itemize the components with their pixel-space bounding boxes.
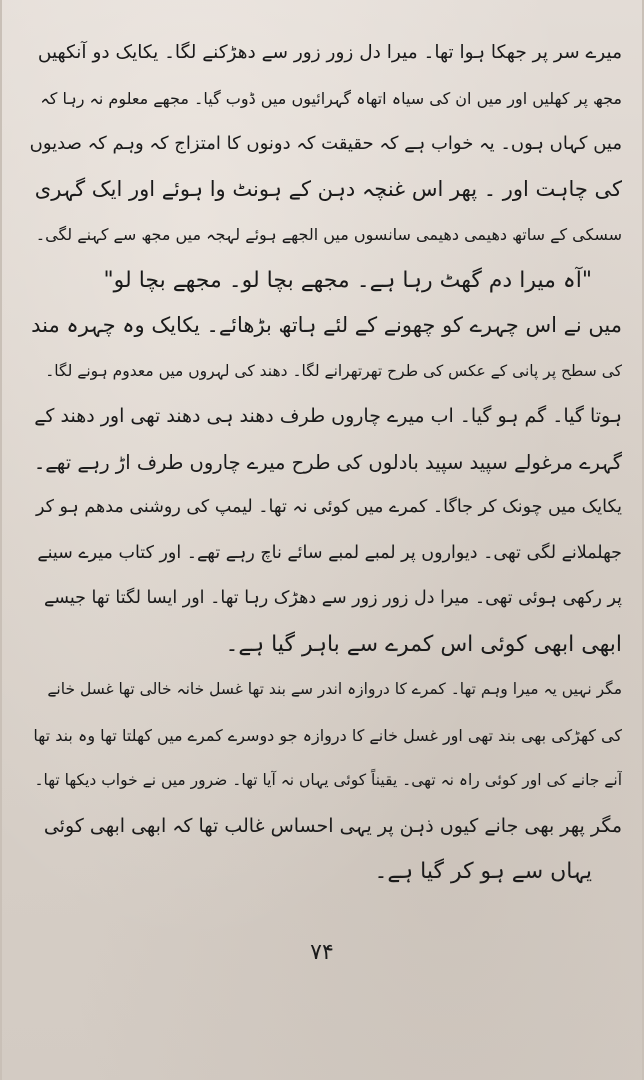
text-line: ہوتا گیا۔ گم ہو گیا۔ اب میرے چاروں طرف دھند ہی دھند تھی اور دھند کے [34, 405, 622, 427]
body-text [30, 30, 622, 895]
text-line: ابھی ابھی کوئی اس کمرے سے باہر گیا ہے۔ [225, 631, 622, 657]
text-line: یہاں سے ہو کر گیا ہے۔ [374, 859, 592, 884]
text-line: پر رکھی ہوئی تھی۔ میرا دل زور زور سے دھڑک رہا تھا۔ اور ایسا لگتا تھا جیسے [44, 588, 622, 608]
text-line: مجھ پر کھلیں اور میں ان کی سیاہ اتھاہ گہرائیوں میں ڈوب گیا۔ مجھے معلوم نہ رہا کہ [40, 88, 622, 108]
text-line: میرے سر پر جھکا ہوا تھا۔ میرا دل زور زور سے دھڑکنے لگا۔ یکایک دو آنکھیں [37, 42, 622, 63]
text-line: میں کہاں ہوں۔ یہ خواب ہے کہ حقیقت کہ دونوں کا امتزاج کہ وہم کہ صدیوں [30, 133, 622, 154]
text-line: گہرے مرغولے سپید سپید بادلوں کی طرح میرے چاروں طرف اڑ رہے تھے۔ [33, 450, 622, 474]
text-line: کی سطح پر پانی کے عکس کی طرح تھرتھرانے لگا۔ دھند کی لہروں میں معدوم ہونے لگا۔ [45, 361, 622, 380]
text-line: یکایک میں چونک کر جاگا۔ کمرے میں کوئی نہ تھا۔ لیمپ کی روشنی مدھم ہو کر [35, 497, 622, 517]
text-line: سسکی کے ساتھ دھیمی دھیمی سانسوں میں الجھے ہوئے لہجہ میں مجھ سے کہنے لگی۔ [35, 225, 622, 244]
text-line: آنے جانے کی اور کوئی راہ نہ تھی۔ یقیناً کوئی یہاں نہ آیا تھا۔ ضرور میں نے خواب دیکھا تھا۔ [34, 771, 622, 789]
text-line: مگر پھر بھی جانے کیوں ذہن پر یہی احساس غالب تھا کہ ابھی ابھی کوئی [43, 814, 622, 837]
text-line: جھلملانے لگی تھی۔ دیواروں پر لمبے لمبے سائے ناچ رہے تھے۔ اور کتاب میرے سینے [37, 542, 622, 563]
text-line: میں نے اس چہرے کو چھونے کے لئے ہاتھ بڑھائے۔ یکایک وہ چہرہ مند [31, 313, 622, 337]
text-line: کی کھڑکی بھی بند تھی اور غسل خانے کا دروازہ جو دوسرے کمرے میں کھلتا تھا وہ بند تھا [33, 725, 622, 745]
text-line: کی چاہت اور ۔ پھر اس غنچہ دہن کے ہونٹ وا ہوئے اور ایک گہری [34, 176, 622, 201]
page-number: ۷۴ [310, 940, 334, 965]
text-line: "آہ میرا دم گھٹ رہا ہے۔ مجھے بچا لو۔ مجھے بچا لو" [103, 267, 592, 293]
text-line: مگر نہیں یہ میرا وہم تھا۔ کمرے کا دروازہ اندر سے بند تھا غسل خانہ خالی تھا غسل خانے [47, 680, 622, 698]
